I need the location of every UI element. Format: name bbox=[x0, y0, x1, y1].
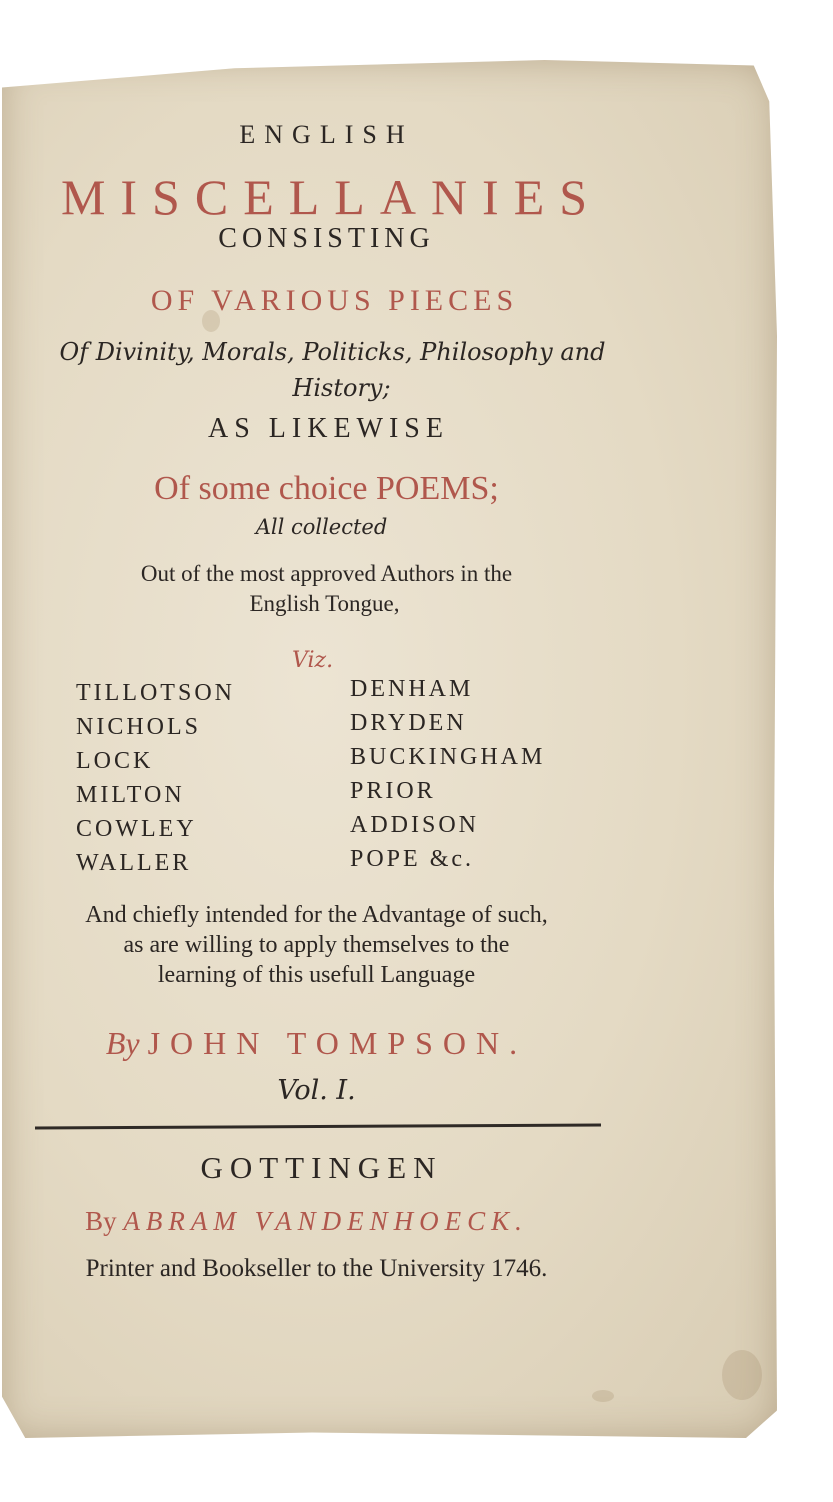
subjects-line-2: History; bbox=[292, 374, 391, 402]
author-name: PRIOR bbox=[350, 778, 436, 804]
viz-label: Viz. bbox=[291, 648, 334, 673]
subjects-line: Of Divinity, Morals, Politicks, Philosophy and bbox=[59, 338, 606, 366]
title-various-pieces: OF VARIOUS PIECES bbox=[150, 284, 519, 317]
author-name: DRYDEN bbox=[350, 710, 467, 736]
authors-left-column bbox=[76, 676, 235, 880]
author-name: WALLER bbox=[76, 850, 192, 876]
title-miscellanies: MISCELLANIES bbox=[60, 169, 603, 225]
title-consisting: CONSISTING bbox=[218, 223, 435, 254]
author-name: ADDISON bbox=[350, 812, 479, 838]
author-by: By bbox=[105, 1025, 140, 1061]
author-name-main: JOHN TOMPSON. bbox=[147, 1025, 528, 1061]
author-name: DENHAM bbox=[350, 676, 474, 702]
authors-source-line: Out of the most approved Authors in the bbox=[140, 561, 513, 586]
author-credit bbox=[0, 1025, 733, 1062]
all-collected: All collected bbox=[255, 515, 388, 539]
poems-line: Of some choice POEMS; bbox=[154, 470, 499, 507]
author-name: NICHOLS bbox=[76, 714, 202, 740]
author-name: MILTON bbox=[76, 782, 185, 808]
purpose-line-1: And chiefly intended for the Advantage of such, bbox=[85, 902, 548, 928]
printer-line bbox=[0, 1206, 723, 1237]
authors-right-column bbox=[350, 672, 545, 876]
volume-label: Vol. I. bbox=[277, 1075, 356, 1106]
purpose-line-2: as are willing to apply themselves to the bbox=[123, 932, 510, 958]
author-name: COWLEY bbox=[76, 816, 197, 842]
printer-name: ABRAM VANDENHOECK. bbox=[123, 1206, 528, 1236]
author-name: TILLOTSON bbox=[76, 680, 235, 706]
title-english: ENGLISH bbox=[239, 120, 414, 149]
place-gottingen: GOTTINGEN bbox=[200, 1150, 443, 1185]
printer-by: By bbox=[85, 1206, 117, 1236]
authors-source-line-2: English Tongue, bbox=[249, 591, 400, 616]
author-name: BUCKINGHAM bbox=[350, 744, 546, 770]
purpose-line-3: learning of this usefull Language bbox=[157, 962, 476, 988]
imprint-line: Printer and Bookseller to the University 1746. bbox=[85, 1255, 548, 1282]
as-likewise: AS LIKEWISE bbox=[208, 413, 449, 444]
author-name: LOCK bbox=[76, 748, 154, 774]
author-name: POPE &c. bbox=[350, 846, 475, 872]
